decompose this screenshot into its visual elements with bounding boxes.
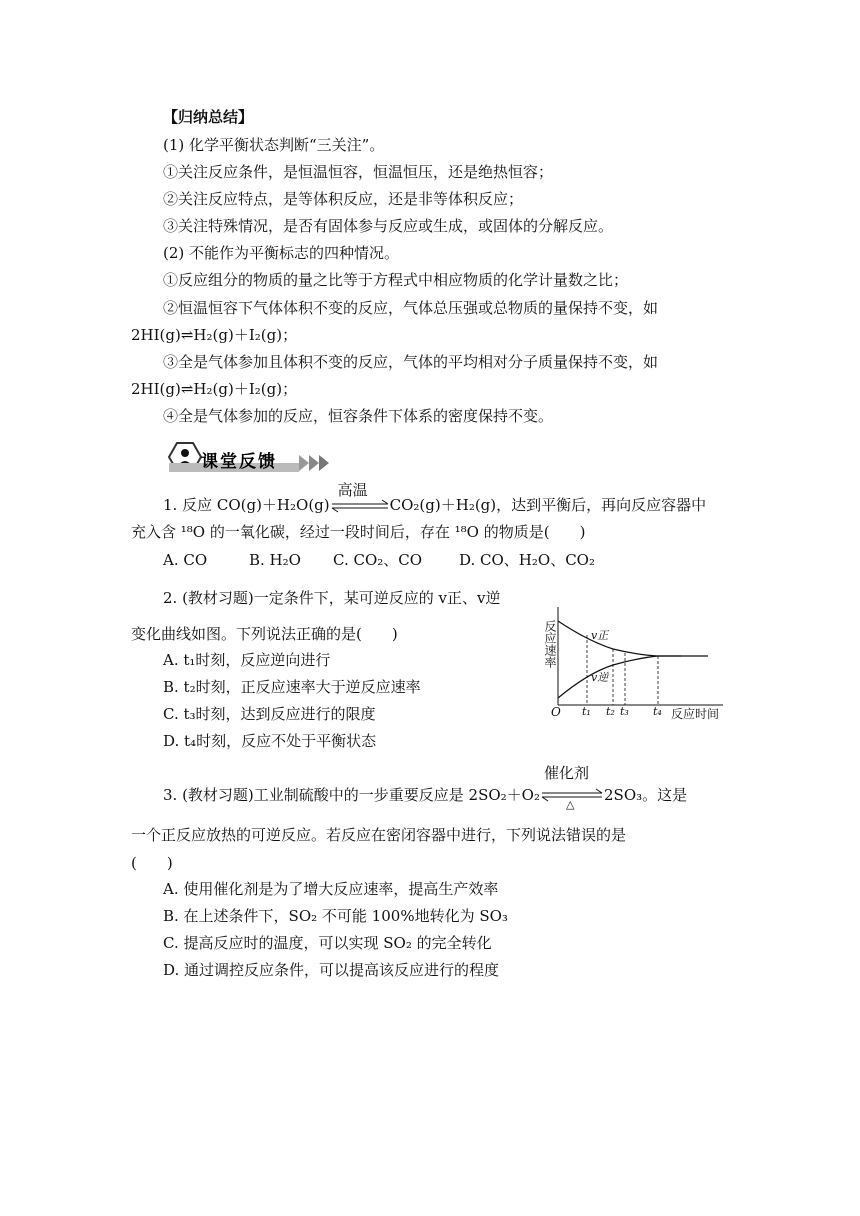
q3-line2: 一个正反应放热的可逆反应。若反应在密闭容器中进行，下列说法错误的是 xyxy=(131,826,627,844)
q3-option-d[interactable]: D. 通过调控反应条件，可以提高该反应进行的程度 xyxy=(163,961,500,979)
label-v-reverse: v逆 xyxy=(591,671,609,684)
tick-t1: t₁ xyxy=(582,705,591,718)
summary-equation-2b: 2HI(g)⇌H₂(g)＋I₂(g)； xyxy=(131,326,298,344)
q3-suffix: 2SO₃。这是 xyxy=(604,786,688,804)
summary-point-2c: ③全是气体参加且体积不变的反应，气体的平均相对分子质量保持不变，如 xyxy=(163,353,659,371)
q2-option-d[interactable]: D. t₄时刻，反应不处于平衡状态 xyxy=(163,732,377,750)
section-banner xyxy=(163,441,343,473)
q1-line2: 充入含 ¹⁸O 的一氧化碳，经过一段时间后，存在 ¹⁸O 的物质是( ) xyxy=(131,523,586,541)
figure-ylabel: 反应速率 xyxy=(543,620,557,668)
tick-t2: t₂ xyxy=(606,705,615,718)
q1-option-d[interactable]: D. CO、H₂O、CO₂ xyxy=(459,551,595,569)
q1-condition: 高温 xyxy=(337,481,368,499)
summary-point-2a: ①反应组分的物质的量之比等于方程式中相应物质的化学计量数之比； xyxy=(163,271,629,289)
tick-t4: t₄ xyxy=(653,705,662,718)
tick-t3: t₃ xyxy=(620,705,629,718)
q3-option-c[interactable]: C. 提高反应时的温度，可以实现 SO₂ 的完全转化 xyxy=(163,934,492,952)
q2-line2: 变化曲线如图。下列说法正确的是( ) xyxy=(131,625,398,643)
q3-prefix: 3. (教材习题)工业制硫酸中的一步重要反应是 2SO₂＋O₂ xyxy=(163,786,540,804)
figure-xlabel: 反应时间 xyxy=(671,707,720,721)
summary-heading: 【归纳总结】 xyxy=(163,108,254,126)
forward-rate-curve xyxy=(558,621,681,656)
q3-line1 xyxy=(163,764,688,811)
summary-point-1c: ③关注特殊情况，是否有固体参与反应或生成，或固体的分解反应。 xyxy=(163,217,614,235)
q3-option-a[interactable]: A. 使用催化剂是为了增大反应速率，提高生产效率 xyxy=(163,880,499,898)
q2-option-a[interactable]: A. t₁时刻，反应逆向进行 xyxy=(163,651,331,669)
summary-point-2b: ②恒温恒容下气体体积不变的反应，气体总压强或总物质的量保持不变，如 xyxy=(163,299,659,317)
summary-equation-2c: 2HI(g)⇌H₂(g)＋I₂(g)； xyxy=(131,380,298,398)
q1-option-b[interactable]: B. H₂O xyxy=(249,551,301,569)
q1-option-a[interactable]: A. CO xyxy=(163,551,208,569)
banner-title: 课堂反馈 xyxy=(201,452,277,472)
q2-option-b[interactable]: B. t₂时刻，正反应速率大于逆反应速率 xyxy=(163,678,421,696)
q3-condition-bottom: △ xyxy=(566,798,575,811)
q2-option-c[interactable]: C. t₃时刻，达到反应进行的限度 xyxy=(163,705,376,723)
figure-origin: O xyxy=(551,705,561,719)
q1-prefix: 1. 反应 CO(g)＋H₂O(g) xyxy=(163,496,330,514)
rate-time-figure xyxy=(543,605,728,725)
q2-line1: 2. (教材习题)一定条件下，某可逆反应的 v正、v逆 xyxy=(163,589,501,607)
summary-point-1: (1) 化学平衡状态判断“三关注”。 xyxy=(163,136,385,154)
q1-condition-arrow xyxy=(330,481,390,518)
summary-point-2: (2) 不能作为平衡标志的四种情况。 xyxy=(163,244,400,262)
q3-condition-arrow xyxy=(540,764,604,811)
q1-suffix: CO₂(g)＋H₂(g)，达到平衡后，再向反应容器中 xyxy=(389,496,707,514)
summary-point-1a: ①关注反应条件，是恒温恒容，恒温恒压，还是绝热恒容； xyxy=(163,163,554,181)
summary-point-2d: ④全是气体参加的反应，恒容条件下体系的密度保持不变。 xyxy=(163,407,554,425)
q3-line3: ( ) xyxy=(131,854,173,872)
q1-option-c[interactable]: C. CO₂、CO xyxy=(333,551,423,569)
q1-line1 xyxy=(163,481,707,518)
q3-option-b[interactable]: B. 在上述条件下，SO₂ 不可能 100%地转化为 SO₃ xyxy=(163,907,508,925)
summary-point-1b: ②关注反应特点，是等体积反应，还是非等体积反应； xyxy=(163,190,524,208)
label-v-forward: v正 xyxy=(591,629,609,642)
q3-condition-top: 催化剂 xyxy=(544,764,590,782)
q1-options xyxy=(163,550,595,570)
equilibrium-arrow-icon xyxy=(330,494,390,518)
